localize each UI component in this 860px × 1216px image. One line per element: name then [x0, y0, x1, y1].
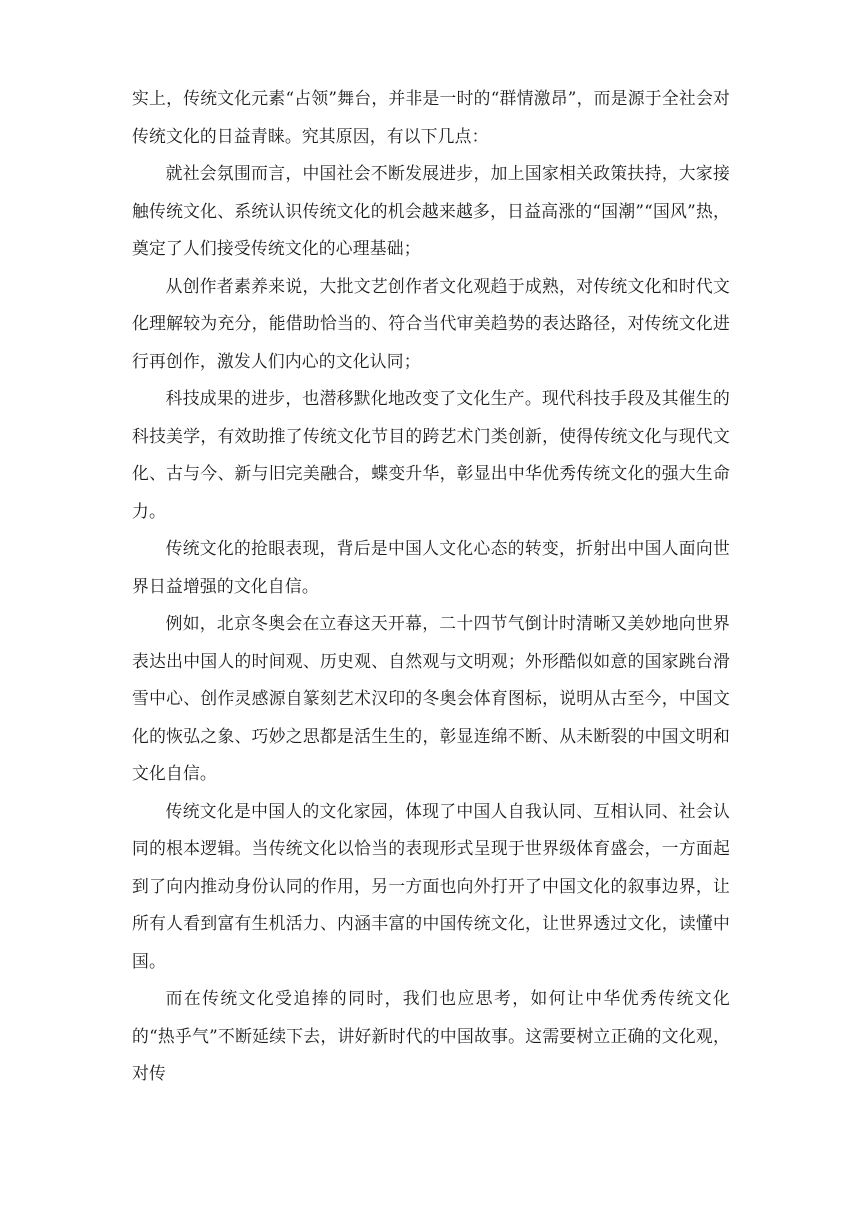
paragraph-6: 例如，北京冬奥会在立春这天开幕，二十四节气倒计时清晰又美妙地向世界表达出中国人的时间观、历史观、自然观与文明观；外形酷似如意的国家跳台滑雪中心、创作灵感源自篆刻艺术汉印的冬奥会体育图标，说明从古至今，中国文化的恢弘之象、巧妙之思都是活生生的，彰显连绵不断、从未断裂的中国文明和文化自信。 [132, 613, 730, 783]
paragraph-7: 传统文化是中国人的文化家园，体现了中国人自我认同、互相认同、社会认同的根本逻辑。当传统文化以恰当的表现形式呈现于世界级体育盛会，一方面起到了向内推动身份认同的作用，另一方面也向外打开了中国文化的叙事边界，让所有人看到富有生机活力、内涵丰富的中国传统文化，让世界透过文化，读懂中国。 [132, 800, 730, 971]
paragraph-3: 从创作者素养来说，大批文艺创作者文化观趋于成熟，对传统文化和时代文化理解较为充分，能借助恰当的、符合当代审美趋势的表达路径，对传统文化进行再创作，激发人们内心的文化认同； [132, 275, 730, 371]
paragraph-2: 就社会氛围而言，中国社会不断发展进步，加上国家相关政策扶持，大家接触传统文化、系统认识传统文化的机会越来越多，日益高涨的“国潮”“国风”热，奠定了人们接受传统文化的心理基础； [132, 163, 730, 258]
document-body [132, 80, 730, 1093]
paragraph-5: 传统文化的抢眼表现，背后是中国人文化心态的转变，折射出中国人面向世界日益增强的文化自信。 [132, 538, 730, 596]
paragraph-1: 实上，传统文化元素“占领”舞台，并非是一时的“群情激昂”，而是源于全社会对传统文化的日益青睐。究其原因，有以下几点： [132, 88, 730, 146]
paragraph-4: 科技成果的进步，也潜移默化地改变了文化生产。现代科技手段及其催生的科技美学，有效助推了传统文化节目的跨艺术门类创新，使得传统文化与现代文化、古与今、新与旧完美融合，蝶变升华，彰显出中华优秀传统文化的强大生命力。 [132, 388, 730, 521]
paragraph-8: 而在传统文化受追捧的同时，我们也应思考，如何让中华优秀传统文化的“热乎气”不断延续下去，讲好新时代的中国故事。这需要树立正确的文化观，对传 [132, 988, 730, 1083]
